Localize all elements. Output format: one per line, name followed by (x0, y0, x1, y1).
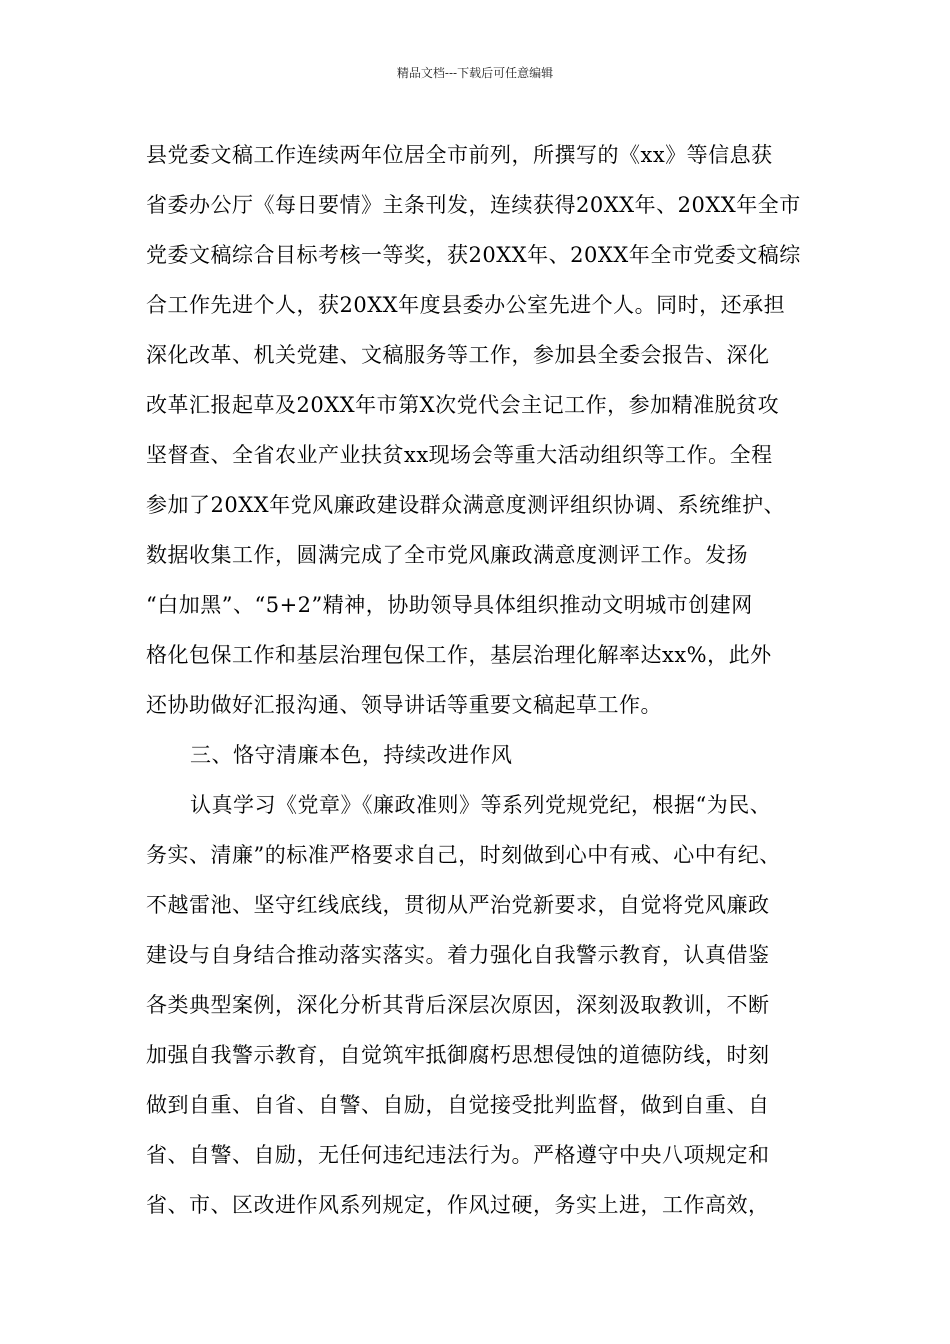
text-line: 数据收集工作，圆满完成了全市党风廉政满意度测评工作。发扬 (146, 543, 748, 567)
text-line: 还协助做好汇报沟通、领导讲话等重要文稿起草工作。 (146, 693, 662, 717)
text-line: 建设与自身结合推动落实落实。着力强化自我警示教育，认真借鉴 (146, 943, 770, 967)
text-line: 省、市、区改进作风系列规定，作风过硬，务实上进，工作高效， (146, 1193, 770, 1217)
text-line: 县党委文稿工作连续两年位居全市前列，所撰写的《xx》等信息获 (146, 143, 773, 167)
section-heading: 三、恪守清廉本色，持续改进作风 (190, 743, 513, 767)
text-line: 深化改革、机关党建、文稿服务等工作，参加县全委会报告、深化 (146, 343, 770, 367)
text-line: 务实、清廉”的标准严格要求自己，时刻做到心中有戒、心中有纪、 (146, 843, 781, 867)
text-line: 各类典型案例，深化分析其背后深层次原因，深刻汲取教训，不断 (146, 993, 770, 1017)
text-line: 认真学习《党章》《廉政准则》等系列党规党纪，根据“为民、 (190, 793, 772, 817)
text-line: 坚督查、全省农业产业扶贫xx现场会等重大活动组织等工作。全程 (146, 443, 773, 467)
text-line: 不越雷池、坚守红线底线，贯彻从严治党新要求，自觉将党风廉政 (146, 893, 770, 917)
text-line: 省委办公厅《每日要情》主条刊发，连续获得20XX年、20XX年全市 (146, 193, 801, 217)
document-body (146, 130, 816, 1230)
text-line: 格化包保工作和基层治理包保工作，基层治理化解率达xx%，此外 (146, 643, 772, 667)
text-line: 做到自重、自省、自警、自励，自觉接受批判监督，做到自重、自 (146, 1093, 770, 1117)
text-line: 省、自警、自励，无任何违纪违法行为。严格遵守中央八项规定和 (146, 1143, 770, 1167)
text-line: 合工作先进个人，获20XX年度县委办公室先进个人。同时，还承担 (146, 293, 786, 317)
text-line: 改革汇报起草及20XX年市第X次党代会主记工作，参加精准脱贫攻 (146, 393, 780, 417)
text-line: 党委文稿综合目标考核一等奖，获20XX年、20XX年全市党委文稿综 (146, 243, 801, 267)
text-line: 加强自我警示教育，自觉筑牢抵御腐朽思想侵蚀的道德防线，时刻 (146, 1043, 770, 1067)
page-header: 精品文档---下载后可任意编辑 (396, 66, 554, 80)
text-line: “白加黑”、“5+2”精神，协助领导具体组织推动文明城市创建网 (146, 593, 753, 617)
text-line: 参加了20XX年党风廉政建设群众满意度测评组织协调、系统维护、 (146, 493, 786, 517)
